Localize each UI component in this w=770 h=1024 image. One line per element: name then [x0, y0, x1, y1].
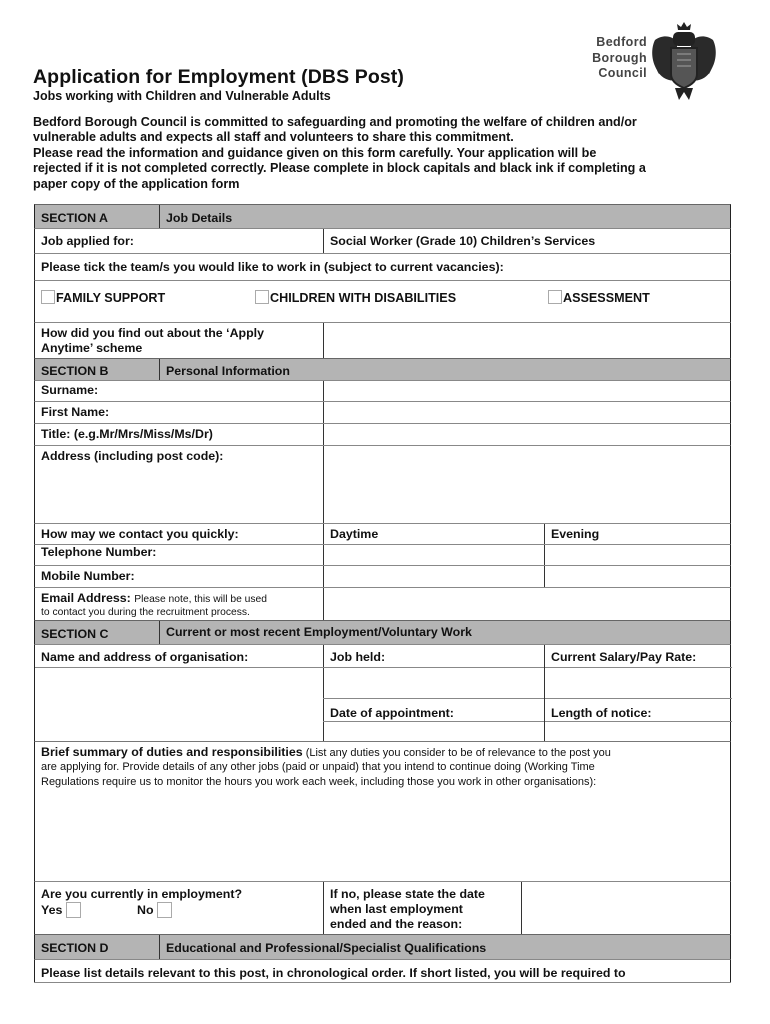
email-label-text: Email Address: [41, 591, 131, 605]
intro-line: rejected if it is not completed correctly. Please complete in block capitals and black ink if completing a [33, 161, 646, 176]
salary-input[interactable] [545, 668, 730, 698]
logo-line: Borough [592, 50, 647, 65]
email-row [34, 587, 731, 620]
page-title: Application for Employment (DBS Post) [33, 66, 404, 88]
address-row [34, 445, 731, 523]
duties-instructions: (List any duties you consider to be of relevance to the post you [302, 747, 611, 759]
section-b-label: SECTION B [41, 364, 109, 378]
logo-line: Council [598, 66, 647, 80]
section-a-label: SECTION A [41, 211, 109, 225]
first-name-label: First Name: [41, 405, 110, 419]
intro-line: Bedford Borough Council is committed to safeguarding and promoting the welfare of children and/or [33, 115, 637, 129]
mobile-daytime-input[interactable] [324, 566, 544, 587]
no-label: No [137, 903, 154, 917]
team-option-children-with-disabilities[interactable] [255, 290, 456, 305]
email-note: to contact you during the recruitment process. [41, 607, 250, 618]
checkbox[interactable] [41, 290, 55, 304]
teams-prompt-row [34, 253, 731, 280]
section-b-header [34, 358, 731, 380]
duties-text[interactable] [35, 742, 725, 881]
yes-checkbox[interactable] [66, 902, 81, 918]
section-d-instructions-row [34, 959, 731, 982]
teams-checkbox-row [34, 280, 731, 322]
question-text: Are you currently in employment? [41, 887, 243, 901]
section-d-label: SECTION D [41, 941, 109, 955]
telephone-daytime-input[interactable] [324, 545, 544, 565]
employment-question [35, 882, 323, 934]
team-option-assessment[interactable] [548, 290, 650, 305]
apply-anytime-label [35, 323, 323, 358]
current-employment-row [34, 881, 731, 934]
team-label: ASSESSMENT [563, 291, 650, 305]
label-line: If no, please state the date [330, 887, 485, 901]
intro-line: Please read the information and guidance given on this form carefully. Your application will be [33, 145, 597, 160]
apply-anytime-input[interactable] [324, 323, 730, 358]
label-line: when last employment [330, 902, 463, 916]
title-row [34, 423, 731, 445]
council-logo [585, 20, 735, 102]
first-name-row [34, 401, 731, 423]
section-c-header [34, 620, 731, 644]
intro-line: vulnerable adults and expects all staff and volunteers to share this commitment. [33, 130, 514, 145]
surname-row [34, 380, 731, 401]
page-subtitle: Jobs working with Children and Vulnerable Adults [33, 89, 331, 103]
logo-text [585, 35, 647, 82]
no-option[interactable] [137, 902, 173, 918]
surname-label: Surname: [41, 383, 99, 397]
salary-label: Current Salary/Pay Rate: [551, 650, 697, 664]
mobile-row [34, 565, 731, 587]
telephone-evening-input[interactable] [545, 545, 730, 565]
date-appointment-input[interactable] [324, 722, 544, 742]
application-form [34, 204, 731, 980]
email-input[interactable] [324, 588, 730, 620]
telephone-row [34, 544, 731, 565]
intro-paragraph [33, 115, 743, 192]
checkbox[interactable] [548, 290, 562, 304]
label-line: ended and the reason: [330, 917, 463, 931]
teams-prompt: Please tick the team/s you would like to work in (subject to current vacancies): [41, 260, 504, 274]
crest-eagle-icon [649, 20, 719, 102]
checkbox[interactable] [255, 290, 269, 304]
apply-anytime-row [34, 322, 731, 358]
date-appointment-label: Date of appointment: [330, 706, 454, 720]
address-input[interactable] [324, 446, 730, 523]
section-b-title: Personal Information [166, 364, 290, 378]
team-label: CHILDREN WITH DISABILITIES [270, 291, 457, 305]
contact-prompt-row [34, 523, 731, 544]
mobile-evening-input[interactable] [545, 566, 730, 587]
duties-row [34, 741, 731, 881]
job-applied-value[interactable]: Social Worker (Grade 10) Children’s Services [330, 234, 596, 248]
mobile-label: Mobile Number: [41, 569, 135, 583]
section-a-title: Job Details [166, 211, 233, 225]
employment-block [34, 644, 731, 741]
form-bottom-border [34, 982, 731, 983]
title-input[interactable] [324, 424, 730, 445]
notice-label: Length of notice: [551, 706, 652, 720]
label-line: How did you find out about the ‘Apply [41, 326, 265, 340]
no-checkbox[interactable] [157, 902, 172, 918]
duties-instructions: are applying for. Provide details of any other jobs (paid or unpaid) that you intend to continue doing (Working Time [41, 761, 595, 773]
title-label: Title: (e.g.Mr/Mrs/Miss/Ms/Dr) [41, 427, 213, 441]
label-line: Anytime’ scheme [41, 341, 143, 355]
address-label: Address (including post code): [41, 449, 224, 463]
section-a-header [34, 204, 731, 228]
ifno-label [324, 882, 520, 934]
email-note: Please note, this will be used [134, 594, 267, 605]
evening-header: Evening [551, 527, 600, 541]
section-c-title: Current or most recent Employment/Voluntary Work [166, 625, 472, 639]
telephone-label: Telephone Number: [41, 545, 157, 559]
job-applied-row [34, 228, 731, 253]
team-label: FAMILY SUPPORT [56, 291, 166, 305]
email-label [35, 588, 323, 620]
daytime-header: Daytime [330, 527, 379, 541]
yes-option[interactable] [41, 902, 82, 918]
duties-instructions: Regulations require us to monitor the hours you work each week, including those you work in other organisations): [41, 776, 597, 788]
contact-prompt-label: How may we contact you quickly: [41, 527, 239, 541]
duties-heading: Brief summary of duties and responsibilities [41, 745, 303, 759]
section-d-instructions: Please list details relevant to this post, in chronological order. If short listed, you will be required to [41, 966, 626, 980]
section-d-header [34, 934, 731, 959]
section-d-title: Educational and Professional/Specialist Qualifications [166, 941, 487, 955]
org-input[interactable] [35, 668, 323, 742]
section-c-label: SECTION C [41, 627, 109, 641]
ifno-input[interactable] [522, 882, 730, 934]
intro-line: paper copy of the application form [33, 176, 240, 191]
job-held-input[interactable] [324, 668, 544, 698]
job-applied-label: Job applied for: [41, 234, 134, 248]
job-held-label: Job held: [330, 650, 386, 664]
team-option-family-support[interactable] [41, 290, 165, 305]
logo-line: Bedford [596, 35, 647, 49]
yes-label: Yes [41, 903, 63, 917]
surname-input[interactable] [324, 381, 730, 401]
org-label: Name and address of organisation: [41, 650, 249, 664]
notice-input[interactable] [545, 722, 730, 742]
first-name-input[interactable] [324, 402, 730, 423]
